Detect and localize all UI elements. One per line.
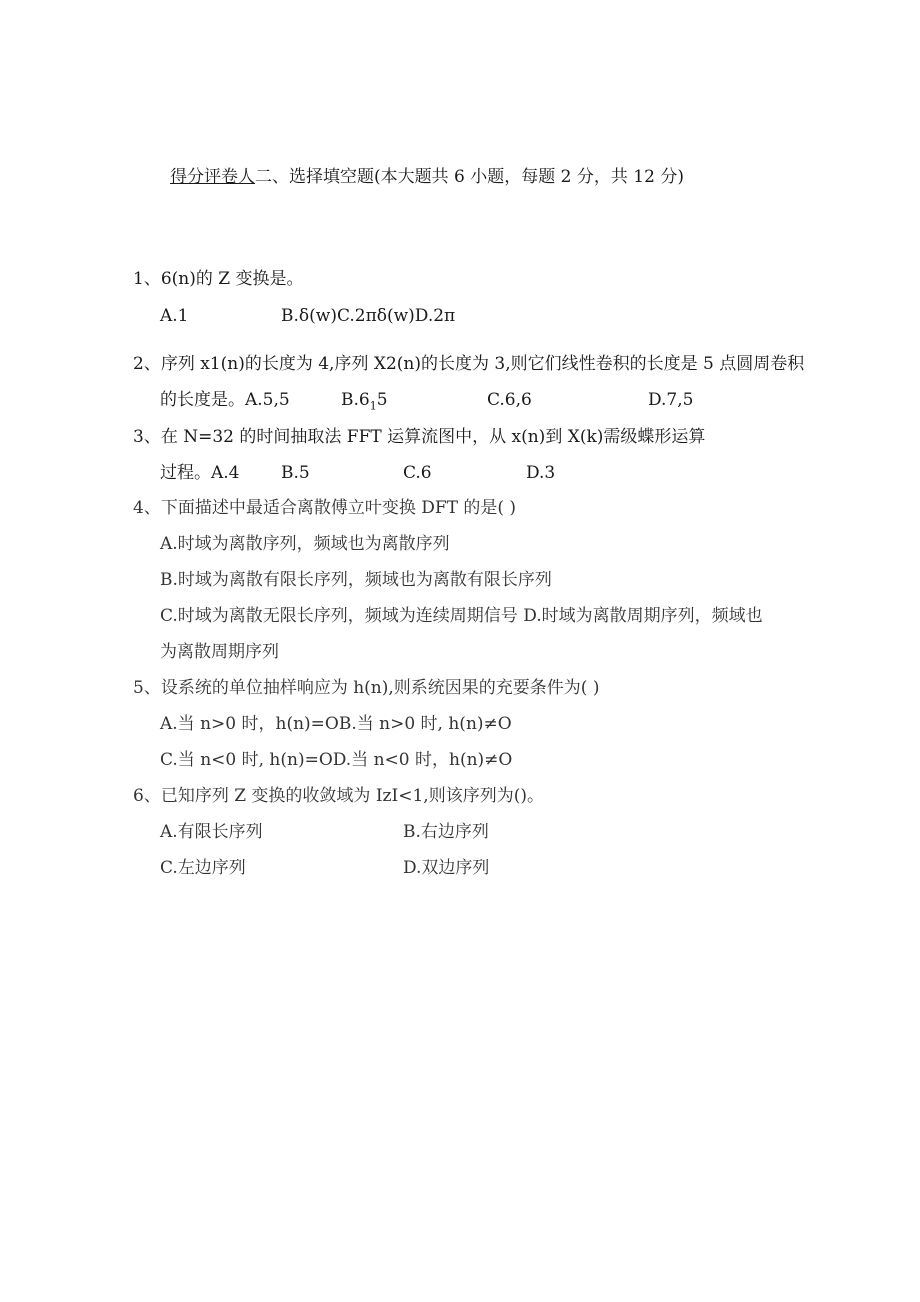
question-6-option-c: C.左边序列 bbox=[160, 858, 246, 878]
question-2-stem: 2、序列 x1(n)的长度为 4,序列 X2(n)的长度为 3,则它们线性卷积的长度是 5 点圆周卷积 bbox=[133, 354, 805, 374]
question-6-option-a: A.有限长序列 bbox=[160, 822, 263, 842]
question-3-option-c: C.6 bbox=[403, 463, 432, 483]
question-2-stem-cont: 的长度是。A.5,5 bbox=[160, 390, 290, 410]
question-2-option-b-subscript: 1 bbox=[369, 399, 377, 413]
question-3-option-d: D.3 bbox=[526, 463, 556, 483]
scorer-label: 得分评卷人 bbox=[170, 167, 255, 187]
question-2-option-b-label: B.6 bbox=[341, 390, 370, 410]
question-4-option-a: A.时域为离散序列，频域也为离散序列 bbox=[160, 534, 450, 554]
question-6-option-b: B.右边序列 bbox=[403, 822, 489, 842]
question-3-stem-cont: 过程。A.4 bbox=[160, 463, 240, 483]
section-title: 二、选择填空题(本大题共 6 小题，每题 2 分，共 12 分) bbox=[255, 167, 684, 187]
section-header bbox=[170, 166, 684, 188]
question-1-options-bcd: B.δ(w)C.2πδ(w)D.2π bbox=[281, 306, 456, 326]
question-3-option-b: B.5 bbox=[281, 463, 310, 483]
question-6-option-d: D.双边序列 bbox=[403, 858, 490, 878]
question-4-stem: 4、下面描述中最适合离散傅立叶变换 DFT 的是( ) bbox=[133, 498, 517, 518]
question-1-option-a: A.1 bbox=[160, 306, 189, 326]
question-5-options-cd: C.当 n<0 时, h(n)=OD.当 n<0 时，h(n)≠O bbox=[160, 750, 513, 770]
question-3-stem: 3、在 N=32 的时间抽取法 FFT 运算流图中，从 x(n)到 X(k)需级蝶形运算 bbox=[133, 427, 706, 447]
question-4-option-d-cont: 为离散周期序列 bbox=[160, 642, 279, 662]
question-6-stem: 6、已知序列 Z 变换的收敛域为 IzI<1,则该序列为()。 bbox=[133, 786, 544, 806]
question-2-option-c: C.6,6 bbox=[487, 390, 532, 410]
question-4-option-cd: C.时域为离散无限长序列，频域为连续周期信号 D.时域为离散周期序列，频域也 bbox=[160, 606, 763, 626]
question-5-options-ab: A.当 n>0 时，h(n)=OB.当 n>0 时, h(n)≠O bbox=[160, 714, 512, 734]
question-2-option-d: D.7,5 bbox=[648, 390, 694, 410]
question-2-option-b-value: 5 bbox=[376, 390, 388, 410]
question-1-stem: 1、6(n)的 Z 变换是。 bbox=[133, 269, 304, 289]
question-5-stem: 5、设系统的单位抽样响应为 h(n),则系统因果的充要条件为( ) bbox=[133, 678, 600, 698]
question-2-option-b bbox=[341, 389, 388, 417]
question-4-option-b: B.时域为离散有限长序列，频域也为离散有限长序列 bbox=[160, 570, 552, 590]
